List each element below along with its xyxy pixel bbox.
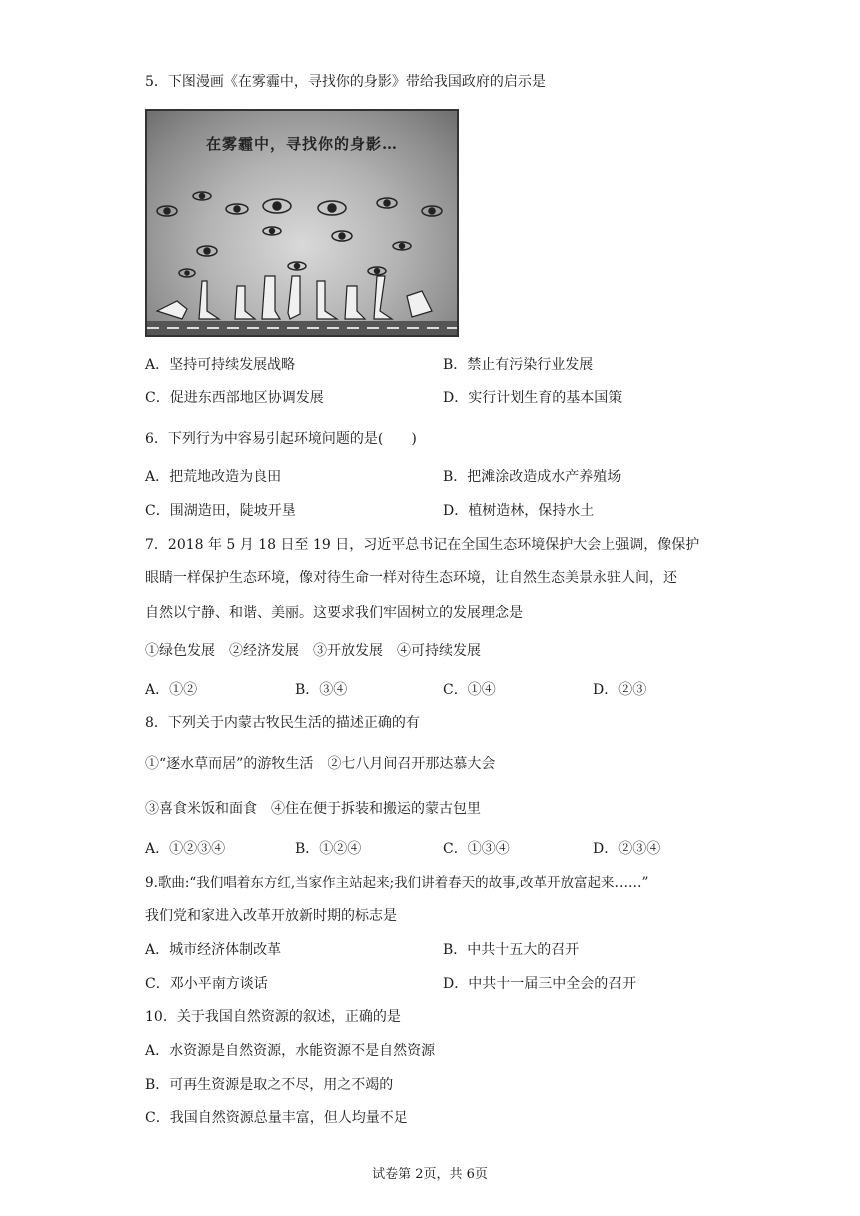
q6-stem: 6．下列行为中容易引起环境问题的是( ) [145,431,417,447]
q9-stem-line-2: 我们党和家进入改革开放新时期的标志是 [145,908,397,924]
q5-option-a[interactable]: A．坚持可持续发展战略 [145,357,296,373]
q6-option-a[interactable]: A．把荒地改造为良田 [145,469,282,485]
cartoon-caption: 在雾霾中，寻找你的身影… [205,135,398,153]
q8-option-c[interactable]: C．①③④ [443,841,510,857]
q5-stem: 5．下图漫画《在雾霾中，寻找你的身影》带给我国政府的启示是 [145,74,546,90]
q8-option-b[interactable]: B．①②④ [295,841,362,857]
q7-option-d[interactable]: D．②③ [593,682,647,698]
q8-choices-2: ③喜食米饭和面食 ④住在便于拆装和搬运的蒙古包里 [145,801,481,817]
q9-stem-line-1: 9.歌曲:“我们唱着东方红,当家作主站起来;我们讲着春天的故事,改革开放富起来……” [145,875,649,891]
q5-option-d[interactable]: D．实行计划生育的基本国策 [443,390,623,406]
q6-option-d[interactable]: D．植树造林，保持水土 [443,503,595,519]
q5-option-c[interactable]: C．促进东西部地区协调发展 [145,390,324,406]
q7-stem-line-2: 眼睛一样保护生态环境，像对待生命一样对待生态环境，让自然生态美景永驻人间，还 [145,570,677,586]
q9-option-d[interactable]: D．中共十一届三中全会的召开 [443,976,637,992]
q6-option-c[interactable]: C．围湖造田，陡坡开垦 [145,503,296,519]
q9-option-c[interactable]: C．邓小平南方谈话 [145,976,268,992]
q7-choices: ①绿色发展 ②经济发展 ③开放发展 ④可持续发展 [145,643,481,659]
q7-stem-line-3: 自然以宁静、和谐、美丽。这要求我们牢固树立的发展理念是 [145,605,523,621]
q9-option-a[interactable]: A．城市经济体制改革 [145,942,282,958]
q9-option-b[interactable]: B．中共十五大的召开 [443,942,580,958]
q8-choices-1: ①“逐水草而居”的游牧生活 ②七八月间召开那达慕大会 [145,756,496,772]
q8-option-a[interactable]: A．①②③④ [145,841,226,857]
q7-stem-line-1: 7．2018 年 5 月 18 日至 19 日，习近平总书记在全国生态环境保护大会上强调，像保护 [145,537,700,553]
page-footer: 试卷第 2页，共 6页 [372,1167,488,1182]
q10-option-c[interactable]: C．我国自然资源总量丰富，但人均量不足 [145,1110,408,1126]
q10-stem: 10．关于我国自然资源的叙述，正确的是 [145,1009,401,1025]
q7-option-c[interactable]: C．①④ [443,682,496,698]
cartoon-eyes-drawing [147,111,457,335]
q8-option-d[interactable]: D．②③④ [593,841,661,857]
q8-stem: 8．下列关于内蒙古牧民生活的描述正确的有 [145,715,420,731]
q10-option-b[interactable]: B．可再生资源是取之不尽，用之不竭的 [145,1077,394,1093]
q5-option-b[interactable]: B．禁止有污染行业发展 [443,357,594,373]
q7-option-a[interactable]: A．①② [145,682,198,698]
q10-option-a[interactable]: A．水资源是自然资源，水能资源不是自然资源 [145,1043,436,1059]
smog-cartoon-image [145,109,459,337]
q7-option-b[interactable]: B．③④ [295,682,348,698]
q6-option-b[interactable]: B．把滩涂改造成水产养殖场 [443,469,622,485]
